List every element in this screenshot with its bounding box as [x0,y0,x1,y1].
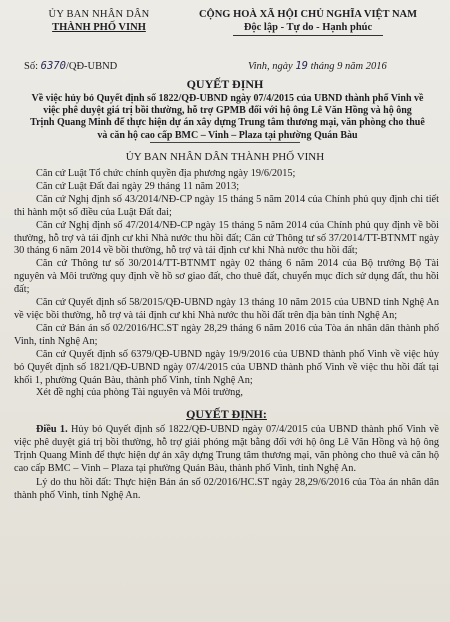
legal-basis-6: Căn cứ Quyết định số 58/2015/QĐ-UBND ngày 13 tháng 10 năm 2015 của UBND tỉnh Nghệ An về việc bồi thường, hỗ trợ và tái định cư khi Nhà nước thu hồi đất trên địa bàn tỉnh Nghệ An; [14,297,439,321]
national-motto: Độc lập - Tự do - Hạnh phúc [243,22,373,33]
doc-number-suffix: /QĐ-UBND [65,61,118,72]
agency-line-2: THÀNH PHỐ VINH [52,22,146,33]
legal-basis-2: Căn cứ Luật Đất đai ngày 29 tháng 11 năm 2013; [36,180,240,192]
document-body [14,168,439,503]
motto-underline [233,35,383,36]
legal-basis-3: Căn cứ Nghị định số 43/2014/NĐ-CP ngày 15 tháng 5 năm 2014 của Chính phủ quy định chi tiết thi hành một số điều của Luật Đất đai; [14,193,439,218]
proposal-line: Xét đề nghị của phòng Tài nguyên và Môi trường, [36,387,244,399]
article-1-label: Điều 1. [36,424,68,436]
legal-basis-8: Căn cứ Quyết định số 6379/QĐ-UBND ngày 19/9/2016 của UBND thành phố Vinh về việc hủy bỏ Quyết định số 1821/QĐ-UBND ngày 07/4/2015 của UBND thành phố Vinh về việc thu hồi đất tại khối 1, phường Quán Bàu, thành phố Vinh, tỉnh Nghệ An; [14,348,439,386]
legal-basis-1: Căn cứ Luật Tổ chức chính quyền địa phương ngày 19/6/2015; [36,168,296,179]
doc-number-handwritten: 6370 [40,60,66,72]
reason-paragraph: Lý do thu hồi đất: Thực hiện Bản án số 02/2016/HC.ST ngày 28,29/6/2016 của Tòa án nhân dân thành phố Vinh, tỉnh Nghệ An. [14,476,439,501]
issue-date [248,60,387,72]
doc-number-prefix: Số: [24,61,39,72]
date-suffix: tháng 9 năm 2016 [310,61,387,72]
document-header [0,8,450,78]
article-1 [14,424,439,476]
agency-line-1: ỦY BAN NHÂN DÂN [48,9,150,20]
date-day-handwritten: 19 [295,60,308,72]
legal-basis-4: Căn cứ Nghị định số 47/2014/NĐ-CP ngày 15 tháng 5 năm 2014 của Chính phủ quy định về bồi thường, hỗ trợ và tái định cư khi Nhà nước thu hồi đất; Căn cứ Thông tư số 37/2014/TT-BTNMT ngày 30 tháng 6 năm 2014 về bồi thường, hỗ trợ và tái định cư khi Nhà nước thu hồi đất; [14,219,439,257]
national-title [178,8,438,36]
issuing-authority: ỦY BAN NHÂN DÂN THÀNH PHỐ VINH [125,151,325,163]
document-title: QUYẾT ĐỊNH [186,77,264,91]
document-number [24,60,117,72]
nation-name: CỘNG HOÀ XÃ HỘI CHỦ NGHĨA VIỆT NAM [198,9,418,20]
article-1-text: Hủy bỏ Quyết định số 1822/QĐ-UBND ngày 07/4/2015 của UBND thành phố Vinh về việc phê duyệt giá trị bồi thường, hỗ trợ giải phóng mặt bằng đối với hộ ông Lê Văn Hồng và hộ ông Trịnh Quang Minh để thực hiện dự án xây dựng Trung tâm thương mại, văn phòng cho thuê và căn hộ cao cấp BMC – Vinh – Plaza tại phường Quán Bàu, thành phố Vinh, tỉnh Nghệ An. [14,424,439,474]
legal-basis-7: Căn cứ Bản án số 02/2016/HC.ST ngày 28,29 tháng 6 năm 2016 của Tòa án nhân dân thành phố Vinh, tỉnh Nghệ An; [14,322,439,347]
legal-basis-5: Căn cứ Thông tư số 30/2014/TT-BTNMT ngày 02 tháng 6 năm 2014 của Bộ trưởng Bộ Tài nguyên và Môi trường quy định về hồ sơ giao đất, cho thuê đất, chuyển mục đích sử dụng đất, thu hồi đất; [14,258,439,296]
issuing-agency [24,8,174,34]
subject-divider [150,142,300,143]
document-subject: Về việc hủy bỏ Quyết định số 1822/QĐ-UBND ngày 07/4/2015 của UBND thành phố Vinh về việc phê duyệt giá trị bồi thường, hỗ trợ GPMB đối với hộ ông Lê Văn Hồng và hộ ông Trịnh Quang Minh để thực hiện dự án xây dựng Trung tâm thương mại, văn phòng cho thuê và căn hộ cao cấp BMC – Vinh – Plaza tại phường Quán Bàu [30,93,425,141]
date-prefix: Vinh, ngày [248,61,293,72]
decision-heading: QUYẾT ĐỊNH: [186,407,267,422]
